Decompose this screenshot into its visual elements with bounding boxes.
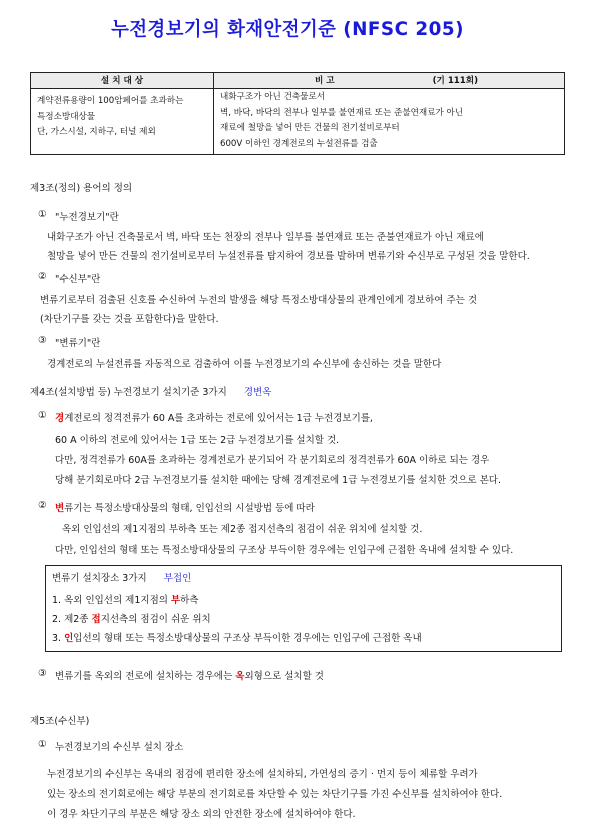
rule-line: 누전경보기의 수신부는 옥내의 점검에 편리한 장소에 설치하되, 가연성의 증기 · 먼지 등이 체류할 우려가 <box>47 769 478 780</box>
subject-line: 단, 가스시설, 지하구, 터널 제외 <box>37 127 156 137</box>
term-heading: "누전경보기"란 <box>55 212 119 223</box>
table-cell-note <box>214 89 565 155</box>
rule-line <box>55 410 373 424</box>
item-number: ① <box>38 209 47 220</box>
rule-line: 이 경우 차단기구의 부분은 해당 장소 외의 안전한 장소에 설치하여야 한다. <box>47 809 356 820</box>
item-number: ① <box>38 410 47 421</box>
item-number: ① <box>38 739 47 750</box>
article-3-heading: 제3조(정의) 용어의 정의 <box>30 183 133 194</box>
box-line-text: 입선의 형태 또는 특정소방대상물의 구조상 부득이한 경우에는 인입구에 근접한 옥내 <box>73 633 422 644</box>
requirement-table <box>30 72 565 155</box>
table-cell-subject <box>31 89 214 155</box>
box-line-text: 2. 제2종 <box>52 614 92 625</box>
definition-line: (차단기구를 갖는 것을 포함한다)을 말한다. <box>40 314 219 325</box>
highlight-char: 인 <box>64 633 74 644</box>
box-heading <box>52 570 191 584</box>
item-number: ③ <box>38 335 47 346</box>
definition-line: 경계전로의 누설전류를 자동적으로 검출하여 이를 누전경보기의 수신부에 송신하는 것을 말한다 <box>47 359 442 370</box>
note-line: 재료에 철망을 넣어 만든 건물의 전기설비로부터 <box>220 123 400 133</box>
rule-text: 외형으로 설치할 것 <box>244 671 324 682</box>
rule-line: 있는 장소의 전기회로에는 해당 부분의 전기회로를 차단할 수 있는 차단기구를 가진 수신부를 설치하여야 한다. <box>47 789 503 800</box>
ct-location-box <box>45 565 562 652</box>
highlight-char: 옥 <box>235 671 245 682</box>
rule-line <box>55 668 324 682</box>
term-heading: 누전경보기의 수신부 설치 장소 <box>55 742 184 753</box>
rule-line <box>55 500 315 514</box>
page-title: 누전경보기의 화재안전기준 (NFSC 205) <box>111 18 464 40</box>
box-line-text: 하측 <box>180 595 199 606</box>
note-line: 벽, 바닥, 바닥의 전부나 일부를 불연재료 또는 준불연재료가 아닌 <box>220 107 464 118</box>
term-heading: "변류기"란 <box>55 338 101 349</box>
box-line <box>52 592 199 606</box>
item-number: ② <box>38 500 47 511</box>
note-line: 600V 이하인 경계전로의 누설전류를 검출 <box>220 138 378 149</box>
item-number: ③ <box>38 668 47 679</box>
highlight-char: 부 <box>170 595 181 606</box>
rule-line: 당해 분기회로마다 2급 누전경보기를 설치한 때에는 당해 경계전로에 1급 누전경보기를 설치한 것으로 본다. <box>55 475 501 486</box>
rule-line: 다만, 정격전류가 60A를 초과하는 경계전로가 분기되어 각 분기회로의 정격전류가 60A 이하로 되는 경우 <box>55 455 490 466</box>
article-4-heading-text: 제4조(설치방법 등) 누전경보기 설치기준 3가지 <box>30 387 227 398</box>
box-line <box>52 611 211 625</box>
box-heading-text: 변류기 설치장소 3가지 <box>52 573 147 584</box>
article-4-heading <box>30 384 271 398</box>
highlight-char: 접 <box>91 614 101 625</box>
rule-line: 옥외 인입선의 제1지점의 부하측 또는 제2종 접지선측의 점검이 쉬운 위치에 설치할 것. <box>62 524 423 535</box>
note-line: 내화구조가 아닌 건축물로서 <box>220 92 326 102</box>
rule-line: 다만, 인입선의 형태 또는 특정소방대상물의 구조상 부득이한 경우에는 인입구에 근접한 옥내에 설치할 수 있다. <box>55 545 514 556</box>
mnemonic: 경변옥 <box>243 387 272 398</box>
rule-line: 60 A 이하의 전로에 있어서는 1급 또는 2급 누전경보기를 설치할 것. <box>55 435 340 446</box>
box-line-text: 1. 옥외 인입선의 제1지점의 <box>52 595 171 606</box>
highlight-char: 경 <box>55 413 65 424</box>
rule-text: 변류기를 옥외의 전로에 설치하는 경우에는 <box>55 671 236 682</box>
mnemonic: 부접인 <box>163 573 192 584</box>
definition-line: 철망을 넣어 만든 건물의 전기설비로부터 누설전류를 탐지하여 경보를 발하며 변류기와 수신부로 구성된 것을 말한다. <box>47 251 530 262</box>
exam-code: (기 111회) <box>432 76 478 86</box>
subject-line: 계약전류용량이 100암페어를 초과하는 <box>37 96 184 106</box>
rule-text: 류기는 특정소방대상물의 형태, 인입선의 시설방법 등에 따라 <box>64 503 315 514</box>
box-line-text: 3. <box>52 633 65 644</box>
table-header-subject: 설 치 대 상 <box>31 73 214 89</box>
subject-line: 특정소방대상물 <box>37 111 96 122</box>
term-heading: "수신부"란 <box>55 274 101 285</box>
table-header-note-label: 비 고 <box>315 76 335 86</box>
definition-line: 변류기로부터 검출된 신호를 수신하여 누전의 발생을 해당 특정소방대상물의 관계인에게 경보하여 주는 것 <box>40 295 478 306</box>
highlight-char: 변 <box>55 503 65 514</box>
box-line <box>52 630 422 644</box>
rule-text: 계전로의 정격전류가 60 A를 초과하는 전로에 있어서는 1급 누전경보기를, <box>64 413 373 424</box>
box-line-text: 지선측의 점검이 쉬운 위치 <box>100 614 211 625</box>
article-5-heading: 제5조(수신부) <box>30 716 90 727</box>
definition-line: 내화구조가 아닌 건축물로서 벽, 바닥 또는 천장의 전부나 일부를 불연재료 또는 준불연재료가 아닌 재료에 <box>47 232 484 243</box>
table-header-note <box>214 73 565 89</box>
item-number: ② <box>38 271 47 282</box>
